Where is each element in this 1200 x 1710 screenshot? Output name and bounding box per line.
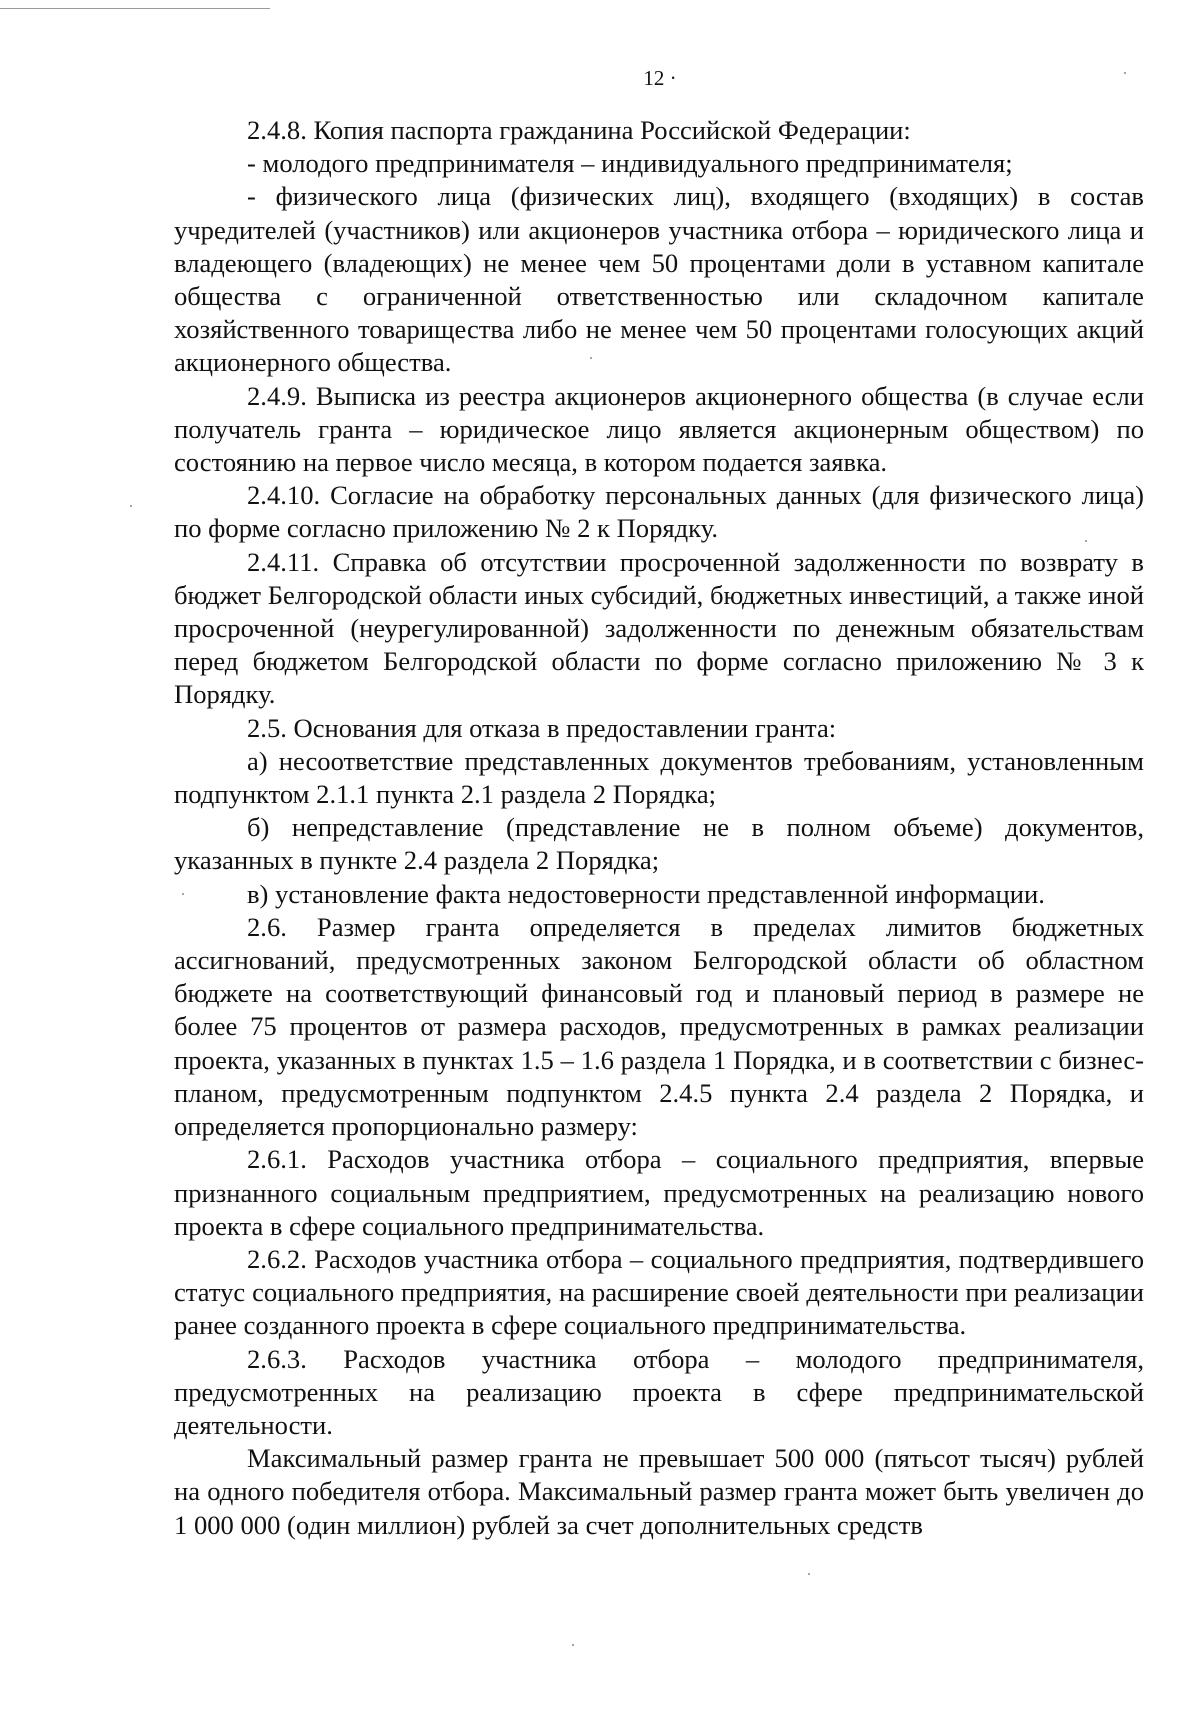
paragraph-2-6-2: 2.6.2. Расходов участника отбора – социального предприятия, подтвердившего статус социального предприятия, на расширение своей деятельности при реализации ранее созданного проекта в сфере социального предпринимательства. [174, 1243, 1144, 1341]
document-body [174, 114, 1144, 1542]
paragraph-2-6-1: 2.6.1. Расходов участника отбора – социального предприятия, впервые признанного социальным предприятием, предусмотренных на реализацию нового проекта в сфере социального предпринимательства. [174, 1144, 1144, 1241]
paragraph-2-4-8-item-young-entrepreneur: - молодого предпринимателя – индивидуального предпринимателя; [247, 148, 1013, 179]
paragraph-2-5-item-b: б) непредставление (представление не в полном объеме) документов, указанных в пункте 2.4 раздела 2 Порядка; [174, 812, 1144, 876]
paragraph-2-4-9: 2.4.9. Выписка из реестра акционеров акционерного общества (в случае если получатель гранта – юридическое лицо является акционерным обществом) по состоянию на первое число месяца, в котором подается заявка. [174, 380, 1144, 478]
paragraph-2-5-heading: 2.5. Основания для отказа в предоставлении гранта: [247, 712, 837, 743]
paragraph-max-grant: Максимальный размер гранта не превышает 500 000 (пятьсот тысяч) рублей на одного победителя отбора. Максимальный размер гранта может быть увеличен до 1 000 000 (один миллион) рублей за счет дополнительных средств [174, 1443, 1144, 1540]
paragraph-2-4-11: 2.4.11. Справка об отсутствии просроченной задолженности по возврату в бюджет Белгородской области иных субсидий, бюджетных инвестиций, а также иной просроченной (неурегулированной) задолженности по денежным обязательствам перед бюджетом Белгородской области по форме согласно приложению № 3 к Порядку. [174, 546, 1144, 710]
paragraph-2-5-item-v: в) установление факта недостоверности представленной информации. [247, 878, 1045, 909]
page-number: 12 · [643, 66, 677, 90]
paragraph-2-4-8-item-individuals: - физического лица (физических лиц), входящего (входящих) в состав учредителей (участников) или акционеров участника отбора – юридического лица и владеющего (владеющих) не менее чем 50 процентами доли в уставном капитале общества с ограниченной ответственностью или складочном капитале хозяйственного товарищества либо не менее чем 50 процентами голосующих акций акционерного общества. [174, 181, 1144, 378]
scan-speck [572, 1644, 574, 1646]
scan-speck [808, 1573, 810, 1575]
paragraph-2-5-item-a: а) несоответствие представленных документов требованиям, установленным подпунктом 2.1.1 пункта 2.1 раздела 2 Порядка; [174, 745, 1144, 810]
paragraph-2-6: 2.6. Размер гранта определяется в пределах лимитов бюджетных ассигнований, предусмотренных законом Белгородской области об областном бюджете на соответствующий финансовый год и плановый период в размере не более 75 процентов от размера расходов, предусмотренных в рамках реализации проекта, указанных в пунктах 1.5 – 1.6 раздела 1 Порядка, и в соответствии с бизнес-планом, предусмотренным подпунктом 2.4.5 пункта 2.4 раздела 2 Порядка, и определяется пропорционально размеру: [174, 911, 1144, 1142]
paragraph-2-4-10: 2.4.10. Согласие на обработку персональных данных (для физического лица) по форме согласно приложению № 2 к Порядку. [174, 480, 1144, 544]
scan-edge-line [0, 8, 270, 9]
paragraph-2-4-8-heading: 2.4.8. Копия паспорта гражданина Российской Федерации: [247, 115, 911, 145]
scan-speck [130, 505, 132, 507]
paragraph-2-6-3: 2.6.3. Расходов участника отбора – молодого предпринимателя, предусмотренных на реализацию проекта в сфере предпринимательской деятельности. [174, 1343, 1144, 1440]
